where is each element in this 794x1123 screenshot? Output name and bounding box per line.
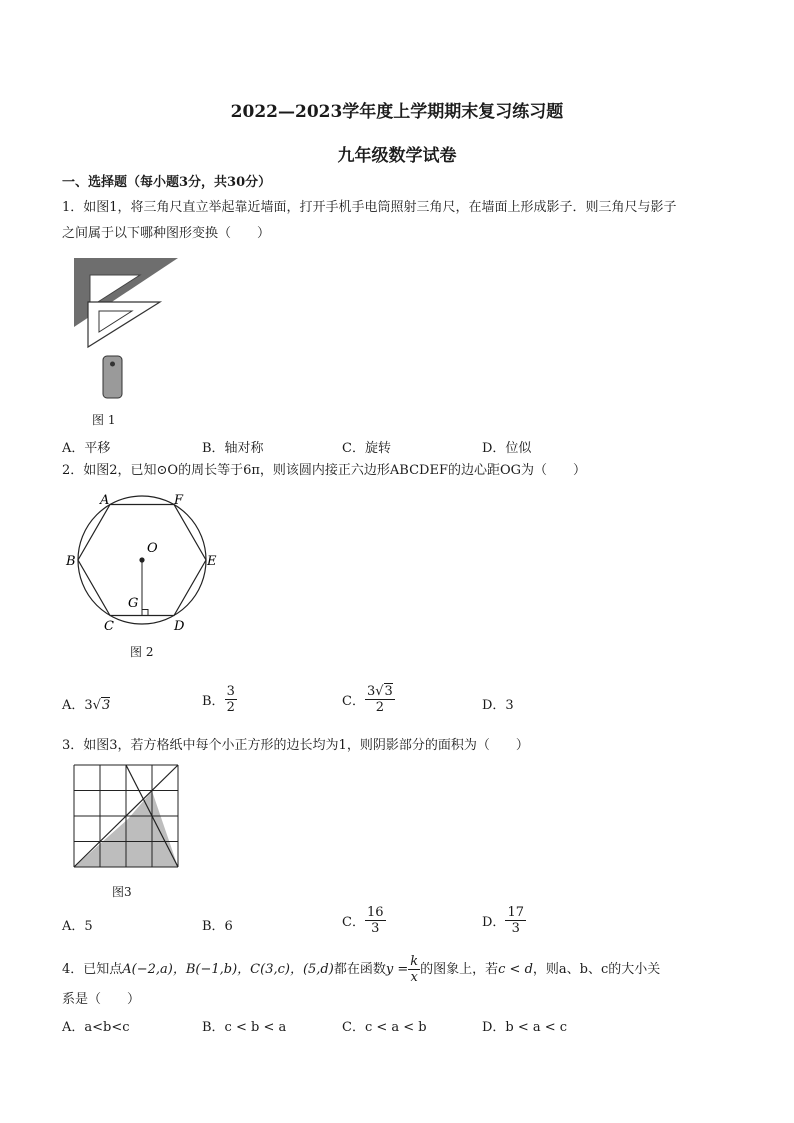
figure-2-caption: 图 2 — [130, 645, 154, 659]
q2-option-a — [62, 694, 110, 713]
q2-option-c-coef: 3 — [366, 684, 376, 699]
q2-option-c-fraction — [365, 684, 395, 715]
fraction-denominator: 3 — [511, 921, 520, 936]
q3-option-a: A．5 — [62, 919, 93, 934]
q2-option-b-fraction — [225, 684, 237, 715]
fraction-denominator: 2 — [226, 700, 235, 715]
q2-text: 2．如图2，已知⊙O的周长等于6π，则该圆内接正六边形ABCDEF的边心距OG为（ ） — [62, 463, 587, 478]
q3-option-b: B．6 — [202, 919, 233, 934]
q2-option-d: D．3 — [482, 698, 514, 713]
q1-text-line2: 之间属于以下哪种图形变换（ ） — [62, 226, 271, 241]
q2-option-b-prefix: B． — [202, 694, 225, 709]
q2-option-a-coef: 3 — [84, 698, 93, 713]
q4-mid: 都在函数 — [333, 962, 386, 977]
q4-option-a: A．a<b<c — [62, 1020, 130, 1035]
q3-option-d — [482, 905, 526, 936]
q4-function-fraction — [408, 954, 420, 985]
exam-subtitle: 九年级数学试卷 — [337, 146, 457, 166]
q1-text-line1: 1．如图1，将三角尺直立举起靠近墙面，打开手机手电筒照射三角尺，在墙面上形成影子．则三角尺与影子 — [62, 200, 677, 215]
figure-1-triangle-shadow — [70, 255, 185, 400]
q1-option-c: C．旋转 — [342, 441, 391, 456]
center-point — [139, 557, 144, 562]
section-heading: 一、选择题（每小题3分，共30分） — [62, 175, 272, 190]
q3-text: 3．如图3，若方格纸中每个小正方形的边长均为1，则阴影部分的面积为（ ） — [62, 738, 529, 753]
q4-text-line2: 系是（ ） — [62, 992, 141, 1007]
flashlight-dot — [110, 362, 115, 367]
q3-option-c — [342, 905, 386, 936]
exam-title: 2022—2023学年度上学期期末复习练习题 — [230, 102, 564, 122]
q4-graph-text: 的图象上，若 — [420, 962, 499, 977]
fraction-denominator: 3 — [371, 921, 380, 936]
label-g: G — [128, 596, 139, 611]
sqrt-sign: √ — [375, 684, 384, 699]
fraction-denominator: x — [410, 970, 418, 985]
q4-option-c: C．c < a < b — [342, 1020, 427, 1035]
q2-option-a-radicand: 3 — [101, 698, 111, 713]
q4-lead: 4．已知点 — [62, 962, 123, 977]
label-o: O — [147, 541, 158, 556]
label-a: A — [100, 493, 110, 508]
label-f: F — [174, 493, 184, 508]
q1-option-a: A．平移 — [62, 441, 111, 456]
q2-option-c-prefix: C． — [342, 694, 365, 709]
q4-points: A(−2,a)，B(−1,b)，C(3,c)，(5,d) — [122, 962, 334, 977]
q2-option-c-radicand: 3 — [384, 684, 393, 699]
fraction-denominator: 2 — [375, 700, 385, 715]
q4-option-d: D．b < a < c — [482, 1020, 568, 1035]
q3-option-d-fraction — [505, 905, 526, 936]
label-e: E — [207, 554, 217, 569]
q3-option-c-prefix: C． — [342, 915, 365, 930]
figure-3-grid — [71, 762, 183, 870]
q2-option-b — [202, 684, 237, 715]
q2-option-a-prefix: A． — [62, 698, 85, 713]
figure-2-hexagon — [62, 488, 227, 638]
q3-option-c-fraction — [365, 905, 386, 936]
q4-text-line1 — [62, 954, 660, 985]
fraction-numerator: 16 — [366, 905, 384, 920]
fraction-numerator: k — [410, 954, 419, 969]
q4-tail: ，则a、b、c的大小关 — [532, 962, 661, 977]
q1-option-b: B．轴对称 — [202, 441, 264, 456]
q4-option-b: B．c < b < a — [202, 1020, 287, 1035]
q4-function-y: y = — [385, 962, 409, 977]
label-d: D — [174, 619, 185, 634]
fraction-numerator: 17 — [507, 905, 524, 920]
q4-condition: c < d — [498, 962, 533, 977]
sqrt-sign: √ — [92, 698, 101, 713]
q3-option-d-prefix: D． — [482, 915, 506, 930]
right-angle-mark — [142, 610, 148, 616]
figure-1-caption: 图 1 — [92, 413, 116, 427]
fraction-numerator — [365, 684, 395, 700]
figure-3-caption: 图3 — [112, 885, 132, 899]
label-c: C — [104, 619, 114, 634]
fraction-numerator: 3 — [226, 684, 235, 699]
q1-option-d: D．位似 — [482, 441, 532, 456]
q2-option-c — [342, 684, 395, 715]
label-b: B — [66, 554, 76, 569]
